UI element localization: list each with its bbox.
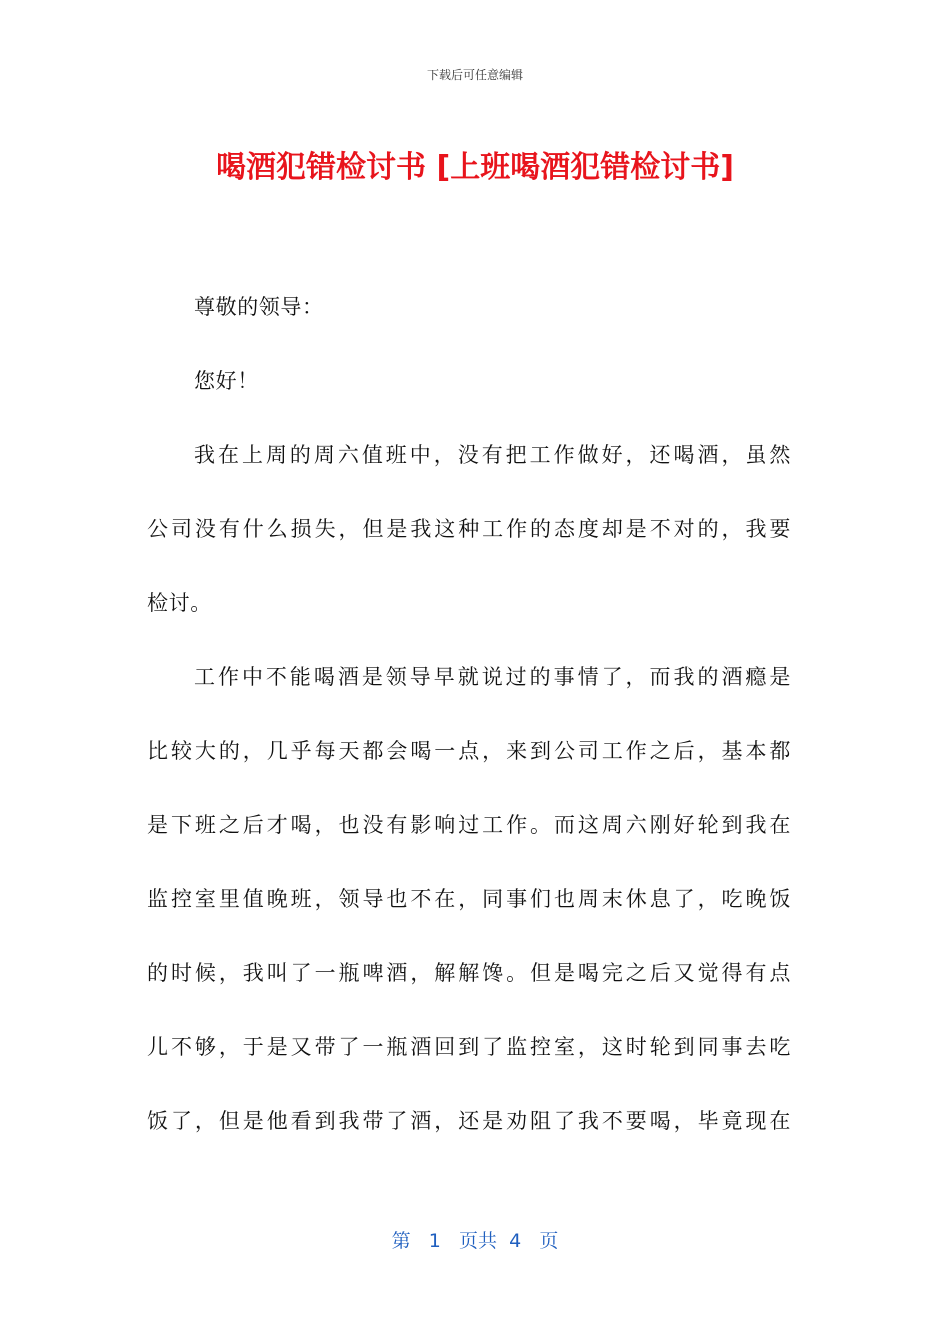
paragraph-2-line-2: 比较大的，几乎每天都会喝一点，来到公司工作之后，基本都 — [147, 739, 791, 763]
paragraph-1-line-3: 检讨。 — [147, 591, 212, 615]
paragraph-1-line-2: 公司没有什么损失，但是我这种工作的态度却是不对的，我要 — [147, 517, 791, 541]
document-title: 喝酒犯错检讨书 [上班喝酒犯错检讨书] — [216, 150, 734, 185]
page-footer — [0, 1226, 950, 1253]
paragraph-2-line-6: 儿不够，于是又带了一瓶酒回到了监控室，这时轮到同事去吃 — [147, 1035, 791, 1059]
paragraph-1-line-1: 我在上周的周六值班中，没有把工作做好，还喝酒，虽然 — [194, 443, 791, 467]
footer-label-middle: 页共 — [459, 1230, 498, 1252]
document-body — [147, 270, 791, 1158]
paragraph-2-line-4: 监控室里值晚班，领导也不在，同事们也周末休息了，吃晚饭 — [147, 887, 791, 911]
greeting: 您好！ — [194, 369, 259, 393]
footer-label-prefix: 第 — [391, 1230, 411, 1252]
paragraph-2-line-5: 的时候，我叫了一瓶啤酒，解解馋。但是喝完之后又觉得有点 — [147, 961, 791, 985]
salutation: 尊敬的领导： — [194, 295, 324, 319]
footer-page-total: 4 — [509, 1230, 522, 1252]
footer-label-suffix: 页 — [539, 1230, 559, 1252]
footer-page-current: 1 — [428, 1230, 441, 1252]
paragraph-2-line-1: 工作中不能喝酒是领导早就说过的事情了，而我的酒瘾是 — [194, 665, 791, 689]
paragraph-2-line-3: 是下班之后才喝，也没有影响过工作。而这周六刚好轮到我在 — [147, 813, 791, 837]
header-note: 下载后可任意编辑 — [426, 68, 523, 82]
paragraph-2-line-7: 饭了，但是他看到我带了酒，还是劝阻了我不要喝，毕竟现在 — [147, 1109, 791, 1133]
